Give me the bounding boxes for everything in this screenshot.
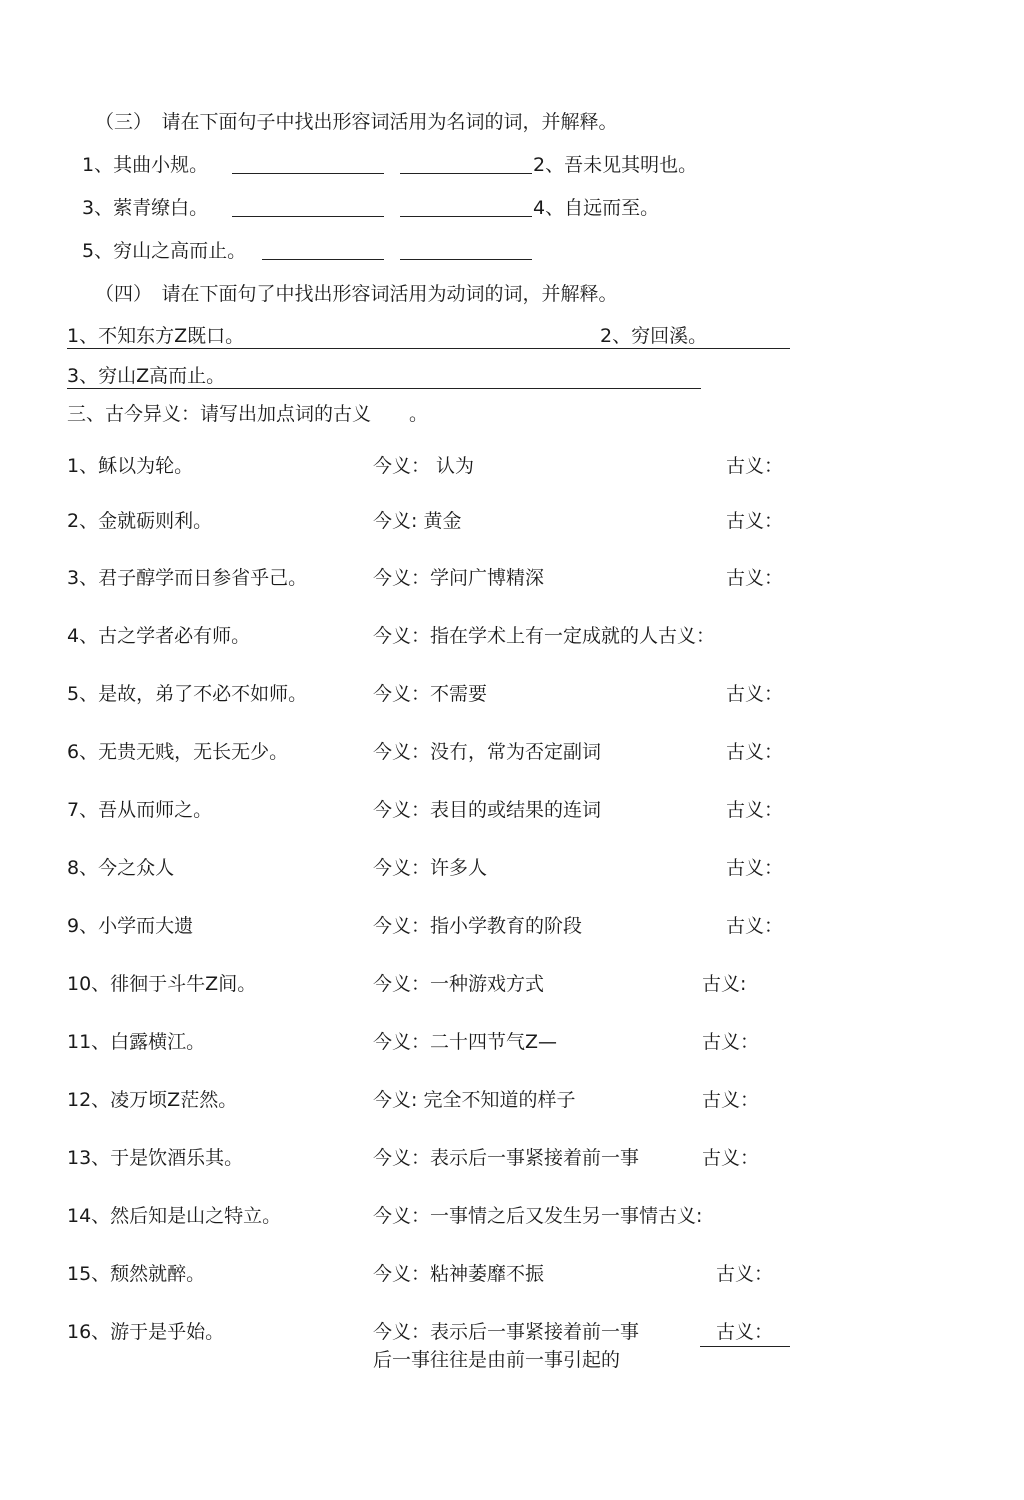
row-9-ancient-label: 古义： bbox=[726, 915, 784, 937]
section-4-item-2: 2、穷回溪。 bbox=[600, 325, 708, 347]
row-4-modern: 今义：指在学术上有一定成就的人古义： bbox=[373, 625, 716, 647]
row-10-ancient-label: 古义: bbox=[702, 973, 747, 995]
row-2-modern: 今义: 黄金 bbox=[373, 510, 462, 532]
row-1-ancient-label: 古义： bbox=[726, 455, 784, 477]
row-3-ancient-label: 古义： bbox=[726, 567, 784, 589]
section-4-item-3: 3、穷山Z高而止。 bbox=[67, 365, 226, 387]
section-3-item-2: 2、吾未见其明也。 bbox=[533, 154, 698, 176]
row-7-modern: 今义：表目的或结果的连词 bbox=[373, 799, 602, 821]
section-3-item-5: 5、穷山之高而止。 bbox=[82, 240, 247, 262]
section-3-item-1: 1、其曲小规。 bbox=[82, 154, 209, 176]
row-11-word: 11、白露横江。 bbox=[67, 1031, 206, 1053]
row-8-modern: 今义：许多人 bbox=[373, 857, 488, 879]
row-13-modern: 今义：表示后一事紧接着前一事 bbox=[373, 1147, 640, 1169]
part-3-heading: 三、古今异义：请写出加点词的古义 。 bbox=[67, 403, 429, 425]
answer-blank[interactable] bbox=[400, 216, 532, 217]
row-15-modern: 今义：粘神萎靡不振 bbox=[373, 1263, 545, 1285]
row-8-word: 8、今之众人 bbox=[67, 857, 175, 879]
row-3-modern: 今义：学问广博精深 bbox=[373, 567, 545, 589]
section-4-heading: （四） 请在下面句了中找出形容词活用为动词的词，并解释。 bbox=[95, 283, 618, 305]
row-13-word: 13、于是饮酒乐其。 bbox=[67, 1147, 244, 1169]
row-10-modern: 今义：一种游戏方式 bbox=[373, 973, 545, 995]
row-3-word: 3、君子醇学而日参省乎己。 bbox=[67, 567, 308, 589]
row-6-word: 6、无贵无贱，无长无少。 bbox=[67, 741, 289, 763]
row-9-word: 9、小学而大遗 bbox=[67, 915, 194, 937]
row-1-modern: 今义： 认为 bbox=[373, 455, 475, 477]
answer-blank[interactable] bbox=[232, 216, 384, 217]
row-5-ancient-label: 古义： bbox=[726, 683, 784, 705]
answer-line[interactable] bbox=[67, 388, 701, 389]
row-8-ancient-label: 古义： bbox=[726, 857, 784, 879]
row-16-modern-cont: 后一事往往是由前一事引起的 bbox=[373, 1349, 621, 1371]
row-13-ancient-label: 古义： bbox=[702, 1147, 760, 1169]
row-14-modern: 今义：一事情之后又发生另一事情古义: bbox=[373, 1205, 703, 1227]
row-4-word: 4、古之学者必有师。 bbox=[67, 625, 251, 647]
row-9-modern: 今义：指小学教育的阶段 bbox=[373, 915, 583, 937]
row-12-ancient-label: 古义： bbox=[702, 1089, 760, 1111]
row-6-ancient-label: 古义： bbox=[726, 741, 784, 763]
row-11-modern: 今义：二十四节气Z— bbox=[373, 1031, 558, 1053]
row-7-word: 7、吾从而师之。 bbox=[67, 799, 213, 821]
section-3-item-4: 4、自远而至。 bbox=[533, 197, 660, 219]
section-3-item-3: 3、萦青缭白。 bbox=[82, 197, 209, 219]
answer-blank[interactable] bbox=[262, 259, 384, 260]
row-11-ancient-label: 古义： bbox=[702, 1031, 760, 1053]
row-15-ancient-label: 古义： bbox=[716, 1263, 774, 1285]
answer-line[interactable] bbox=[700, 1346, 790, 1347]
row-12-modern: 今义: 完全不知道的样子 bbox=[373, 1089, 576, 1111]
section-3-heading: （三） 请在下面句子中找出形容词活用为名词的词，并解释。 bbox=[95, 111, 618, 133]
answer-blank[interactable] bbox=[232, 173, 384, 174]
section-4-item-1: 1、不知东方Z既口。 bbox=[67, 325, 245, 347]
row-5-word: 5、是故，弟了不必不如师。 bbox=[67, 683, 308, 705]
row-6-modern: 今义：没冇，常为否定副词 bbox=[373, 741, 602, 763]
row-2-word: 2、金就砺则利。 bbox=[67, 510, 213, 532]
answer-line[interactable] bbox=[67, 348, 790, 349]
row-16-ancient-label: 古义： bbox=[716, 1321, 774, 1343]
row-7-ancient-label: 古义： bbox=[726, 799, 784, 821]
answer-blank[interactable] bbox=[400, 173, 532, 174]
row-5-modern: 今义：不需要 bbox=[373, 683, 488, 705]
row-15-word: 15、颓然就醉。 bbox=[67, 1263, 206, 1285]
row-10-word: 10、徘徊于斗牛Z间。 bbox=[67, 973, 257, 995]
row-12-word: 12、凌万顷Z茫然。 bbox=[67, 1089, 238, 1111]
row-16-modern: 今义：表示后一事紧接着前一事 bbox=[373, 1321, 640, 1343]
row-1-word: 1、稣以为轮。 bbox=[67, 455, 194, 477]
row-16-word: 16、游于是乎始。 bbox=[67, 1321, 225, 1343]
row-2-ancient-label: 古义： bbox=[726, 510, 784, 532]
row-14-word: 14、然后知是山之特立。 bbox=[67, 1205, 282, 1227]
answer-blank[interactable] bbox=[400, 259, 532, 260]
